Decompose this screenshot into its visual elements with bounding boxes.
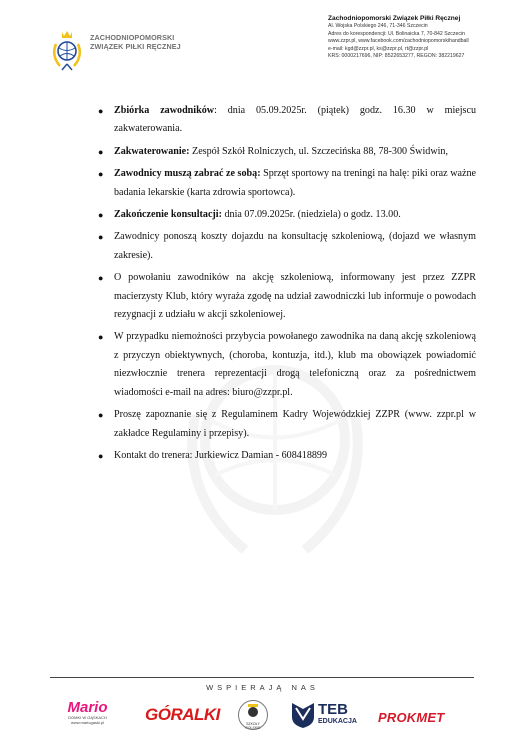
bullet-icon: ● xyxy=(98,332,104,343)
list-item xyxy=(98,143,476,161)
list-item xyxy=(98,165,476,202)
item-text: W przypadku niemożności przybycia powołanego zawodnika na daną akcję szkoleniową z przyczyn obiektywnych, (choroba, kontuzja, itd.), klub ma obowiązek powiadomić niezwłocznie trenera reprezentacji drogą telefoniczną oraz za pośrednictwem wiadomości e-mail na adres: biuro@zzpr.pl. xyxy=(114,331,476,398)
bullet-icon: ● xyxy=(98,273,104,284)
item-text: Zespół Szkół Rolniczych, ul. Szczecińska 88, 78-300 Świdwin, xyxy=(189,145,448,157)
sponsor-teb-name: TEB xyxy=(318,701,348,718)
org-name xyxy=(90,33,240,51)
sponsors-row xyxy=(40,696,500,738)
list-item xyxy=(98,328,476,402)
teb-shield-icon xyxy=(290,701,316,729)
list-item xyxy=(98,447,476,465)
bullet-icon: ● xyxy=(98,169,104,180)
item-label: Zakończenie konsultacji: xyxy=(114,209,222,221)
sponsors-heading: WSPIERAJĄ NAS xyxy=(206,683,319,692)
contact-line: Al. Wojska Polskiego 246, 71-346 Szczecin xyxy=(328,23,428,29)
item-label: Zakwaterowanie: xyxy=(114,145,190,157)
item-text: Kontakt do trenera: Jurkiewicz Damian - 608418899 xyxy=(114,449,328,461)
contact-title: Zachodniopomorski Związek Piłki Ręcznej xyxy=(328,15,461,22)
sponsor-teb-subtitle: EDUKACJA xyxy=(318,718,357,725)
item-text: Sprzęt sportowy na treningi na halę: piki oraz ważne badania lekarskie (karta zdrowia sportowca). xyxy=(114,168,476,198)
bullet-icon: ● xyxy=(98,410,104,421)
item-text: : dnia 05.09.2025r. (piątek) godz. 16.30 w miejscu zakwaterowania. xyxy=(114,105,476,135)
contact-block xyxy=(328,14,523,61)
sponsor-mario-url: www.mariogaski.pl xyxy=(70,720,105,725)
item-text: O powołaniu zawodników na akcję szkoleniową, informowany jest przez ZZPR macierzysty Klub, który wyraża zgodę na udział zawodniczki lub informuje o powodach rezygnacji z udziału w akcji szkoleniowej. xyxy=(114,272,476,321)
item-text: dnia 07.09.2025r. (niedziela) o godz. 13.00. xyxy=(221,209,401,221)
org-name-line2: ZWIĄZEK PIŁKI RĘCZNEJ xyxy=(90,42,181,51)
bullet-icon: ● xyxy=(98,210,104,221)
contact-line: KRS: 0000217696, NIP: 8522653277, REGON: 382219627 xyxy=(328,53,465,60)
letterhead xyxy=(0,0,525,90)
bullet-icon: ● xyxy=(98,450,104,461)
sponsor-badge-logo xyxy=(238,700,268,730)
sponsor-badge-text: SZKOŁY POLSKIE xyxy=(245,722,261,730)
list-item xyxy=(98,269,476,324)
contact-line: www.zzpr.pl, www.facebook.com/zachodniopomorskihandball xyxy=(328,38,469,45)
sponsor-mario-name: Mario xyxy=(67,699,108,716)
bullet-icon: ● xyxy=(98,106,104,116)
bullet-icon: ● xyxy=(98,146,104,157)
item-text: Proszę zapoznanie się z Regulaminem Kadry Wojewódzkiej ZZPR (www. zzpr.pl w zakładce Regulaminy i przepisy). xyxy=(114,409,476,439)
sponsor-prokmet-logo: PROKMET xyxy=(378,710,445,725)
item-text: Zawodnicy ponoszą koszty dojazdu na konsultację szkoleniową, (dojazd we własnym zakresie). xyxy=(114,231,476,261)
sponsor-mario-logo xyxy=(60,700,115,725)
bullet-icon: ● xyxy=(98,232,104,243)
sponsor-goralki-logo: GÓRALKI xyxy=(145,705,220,724)
contact-line: Adres do korespondencji: Ul. Bolinaicka 7, 70-842 Szczecin xyxy=(328,30,465,37)
list-item xyxy=(98,406,476,443)
zzpr-logo-icon xyxy=(50,26,84,72)
list-item xyxy=(98,228,476,265)
org-name-line1: ZACHODNIOPOMORSKI xyxy=(90,33,175,42)
item-label: Zbiórka zawodników xyxy=(114,105,215,116)
sponsor-teb-logo xyxy=(290,701,370,731)
info-list xyxy=(98,102,476,469)
item-label: Zawodnicy muszą zabrać ze sobą: xyxy=(114,168,261,180)
contact-line: e-mail: kgd@zzpr.pl, ks@zzpr.pl, rt@zzpr.pl xyxy=(328,45,429,52)
sponsor-mario-tagline: DOMKI W GĄSKACH xyxy=(68,715,107,720)
list-item xyxy=(98,206,476,224)
list-item xyxy=(98,102,476,139)
badge-emblem-icon xyxy=(239,701,267,721)
footer-divider xyxy=(50,677,474,678)
